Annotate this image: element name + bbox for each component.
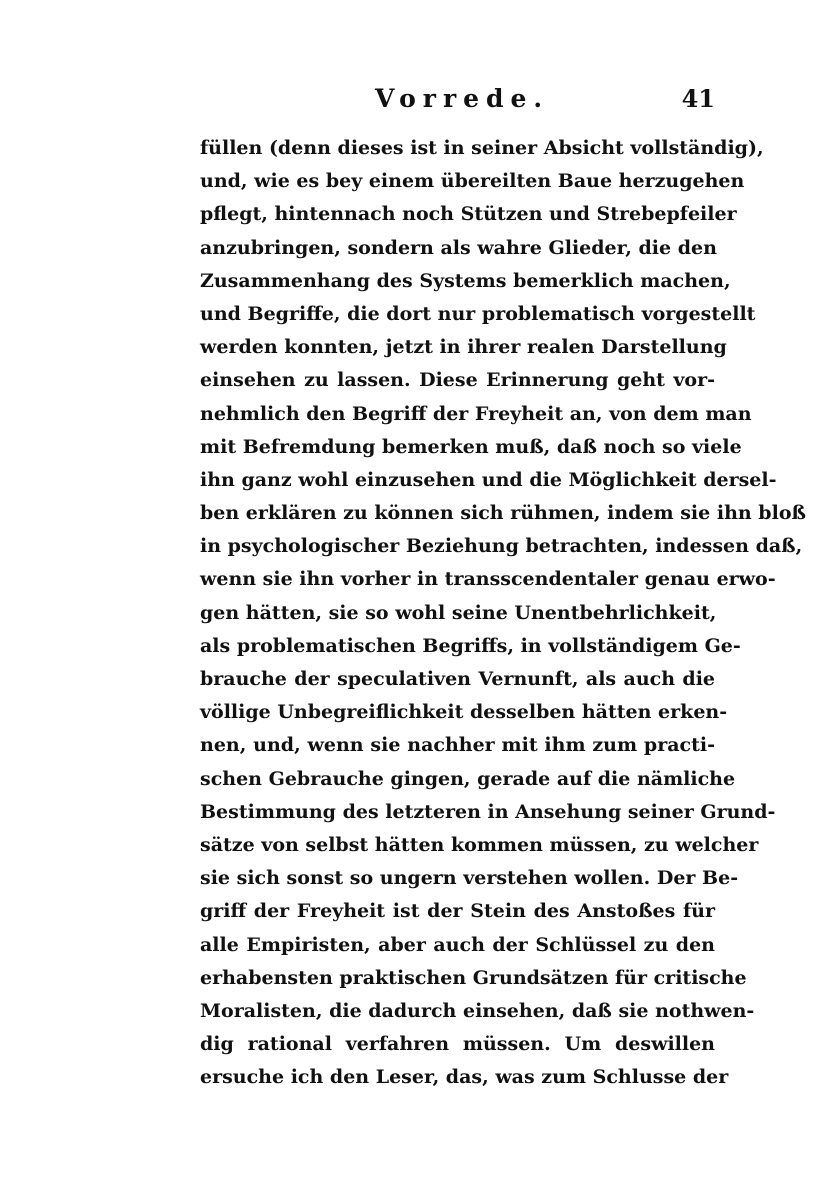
text-line: sie sich sonst so ungern verstehen wollen. Der Be- <box>200 867 739 890</box>
text-line: ben erklären zu können sich rühmen, indem sie ihn bloß <box>200 502 806 525</box>
text-line: wenn sie ihn vorher in transscendentaler genau erwo- <box>200 568 776 591</box>
page-number: 41 <box>681 84 715 113</box>
text-line: ersuche ich den Leser, das, was zum Schlusse der <box>200 1066 729 1089</box>
text-line: Zusammenhang des Systems bemerklich machen, <box>200 269 731 292</box>
text-line: füllen (denn dieses ist in seiner Absicht vollständig), <box>200 137 764 159</box>
text-line: mit Befremdung bemerken muß, daß noch so viele <box>200 435 742 458</box>
text-line: als problematischen Begriffs, in vollständigem Ge- <box>200 634 741 657</box>
text-line: nehmlich den Begriff der Freyheit an, von dem man <box>200 402 752 425</box>
text-line: schen Gebrauche gingen, gerade auf die nämliche <box>200 767 736 790</box>
text-line: und Begriffe, die dort nur problematisch vorgestellt <box>200 302 756 325</box>
text-line: erhabensten praktischen Grundsätzen für critische <box>200 966 747 989</box>
text-line: gen hätten, sie so wohl seine Unentbehrlichkeit, <box>200 601 717 624</box>
text-line: alle Empiristen, aber auch der Schlüssel zu den <box>200 933 715 956</box>
text-line: ihn ganz wohl einzusehen und die Möglichkeit dersel- <box>200 468 777 491</box>
body-text <box>200 132 806 1094</box>
text-line: in psychologischer Beziehung betrachten, indessen daß, <box>200 535 803 558</box>
running-title: Vorrede. <box>375 84 550 113</box>
text-line: Bestimmung des letzteren in Ansehung seiner Grund- <box>200 800 776 823</box>
text-line: einsehen zu lassen. Diese Erinnerung geht vor- <box>200 369 715 392</box>
text-line: anzubringen, sondern als wahre Glieder, die den <box>200 236 717 259</box>
text-line: pflegt, hintennach noch Stützen und Strebepfeiler <box>200 203 737 226</box>
text-line: brauche der speculativen Vernunft, als auch die <box>200 668 715 690</box>
text-line: sätze von selbst hätten kommen müssen, zu welcher <box>200 833 759 856</box>
text-line: werden konnten, jetzt in ihrer realen Darstellung <box>200 336 727 359</box>
text-line: nen, und, wenn sie nachher mit ihm zum practi- <box>200 734 715 757</box>
text-line: dig rational verfahren müssen. Um deswillen <box>200 1033 715 1056</box>
text-line: und, wie es bey einem übereilten Baue herzugehen <box>200 170 745 193</box>
text-line: griff der Freyheit ist der Stein des Anstoßes für <box>200 900 715 923</box>
running-head <box>200 84 715 120</box>
text-line: Moralisten, die dadurch einsehen, daß sie nothwen- <box>200 999 755 1022</box>
text-line: völlige Unbegreiflichkeit desselben hätten erken- <box>200 701 728 724</box>
